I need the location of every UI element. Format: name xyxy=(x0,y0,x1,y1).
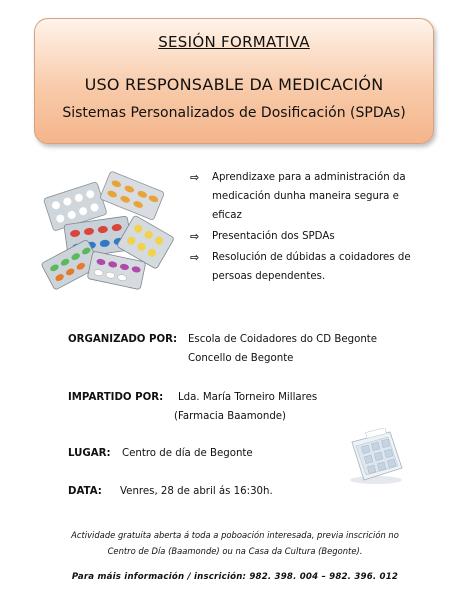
pills-blister-image xyxy=(40,168,176,290)
date-value: Venres, 28 de abril ás 16:30h. xyxy=(120,486,273,497)
arrow-right-icon: ⇨ xyxy=(190,251,200,264)
location-label: LUGAR: xyxy=(68,448,111,459)
session-subtitle: USO RESPONSABLE DA MEDICACIÓN xyxy=(84,75,384,94)
header-banner xyxy=(34,18,434,144)
list-item: ⇨ Presentación dos SPDAs xyxy=(190,227,430,246)
topics-list xyxy=(190,168,430,288)
arrow-right-icon: ⇨ xyxy=(190,230,200,243)
session-title: SESIÓN FORMATIVA xyxy=(158,33,310,51)
session-subtitle-secondary: Sistemas Personalizados de Dosificación (SPDAs) xyxy=(62,105,406,121)
organizer-label: ORGANIZADO POR: xyxy=(68,334,178,345)
organizer-line-1: Escola de Coidadores do CD Begonte xyxy=(188,334,378,345)
contact-info: Para máis información / inscrición: 982. 398. 004 – 982. 396. 012 xyxy=(71,572,399,582)
footer-note: Actividade gratuita aberta á toda a poboación interesada, previa inscrición no Centro de Día (Baamonde) ou na Casa da Cultura (Begonte). xyxy=(71,530,399,556)
list-item: ⇨ Aprendizaxe para a administración da medicación dunha maneira segura e eficaz xyxy=(190,168,430,225)
instructor-label: IMPARTIDO POR: xyxy=(68,392,164,403)
location-value: Centro de día de Begonte xyxy=(122,448,253,459)
arrow-right-icon: ⇨ xyxy=(190,171,200,184)
instructor-affiliation: (Farmacia Baamonde) xyxy=(174,411,287,422)
organizer-line-2: Concello de Begonte xyxy=(188,353,294,364)
instructor-name: Lda. María Torneiro Millares xyxy=(178,392,318,403)
list-item: ⇨ Resolución de dúbidas a coidadores de persoas dependentes. xyxy=(190,248,430,286)
date-label: DATA: xyxy=(68,486,102,497)
pill-organizer-image xyxy=(344,428,408,486)
